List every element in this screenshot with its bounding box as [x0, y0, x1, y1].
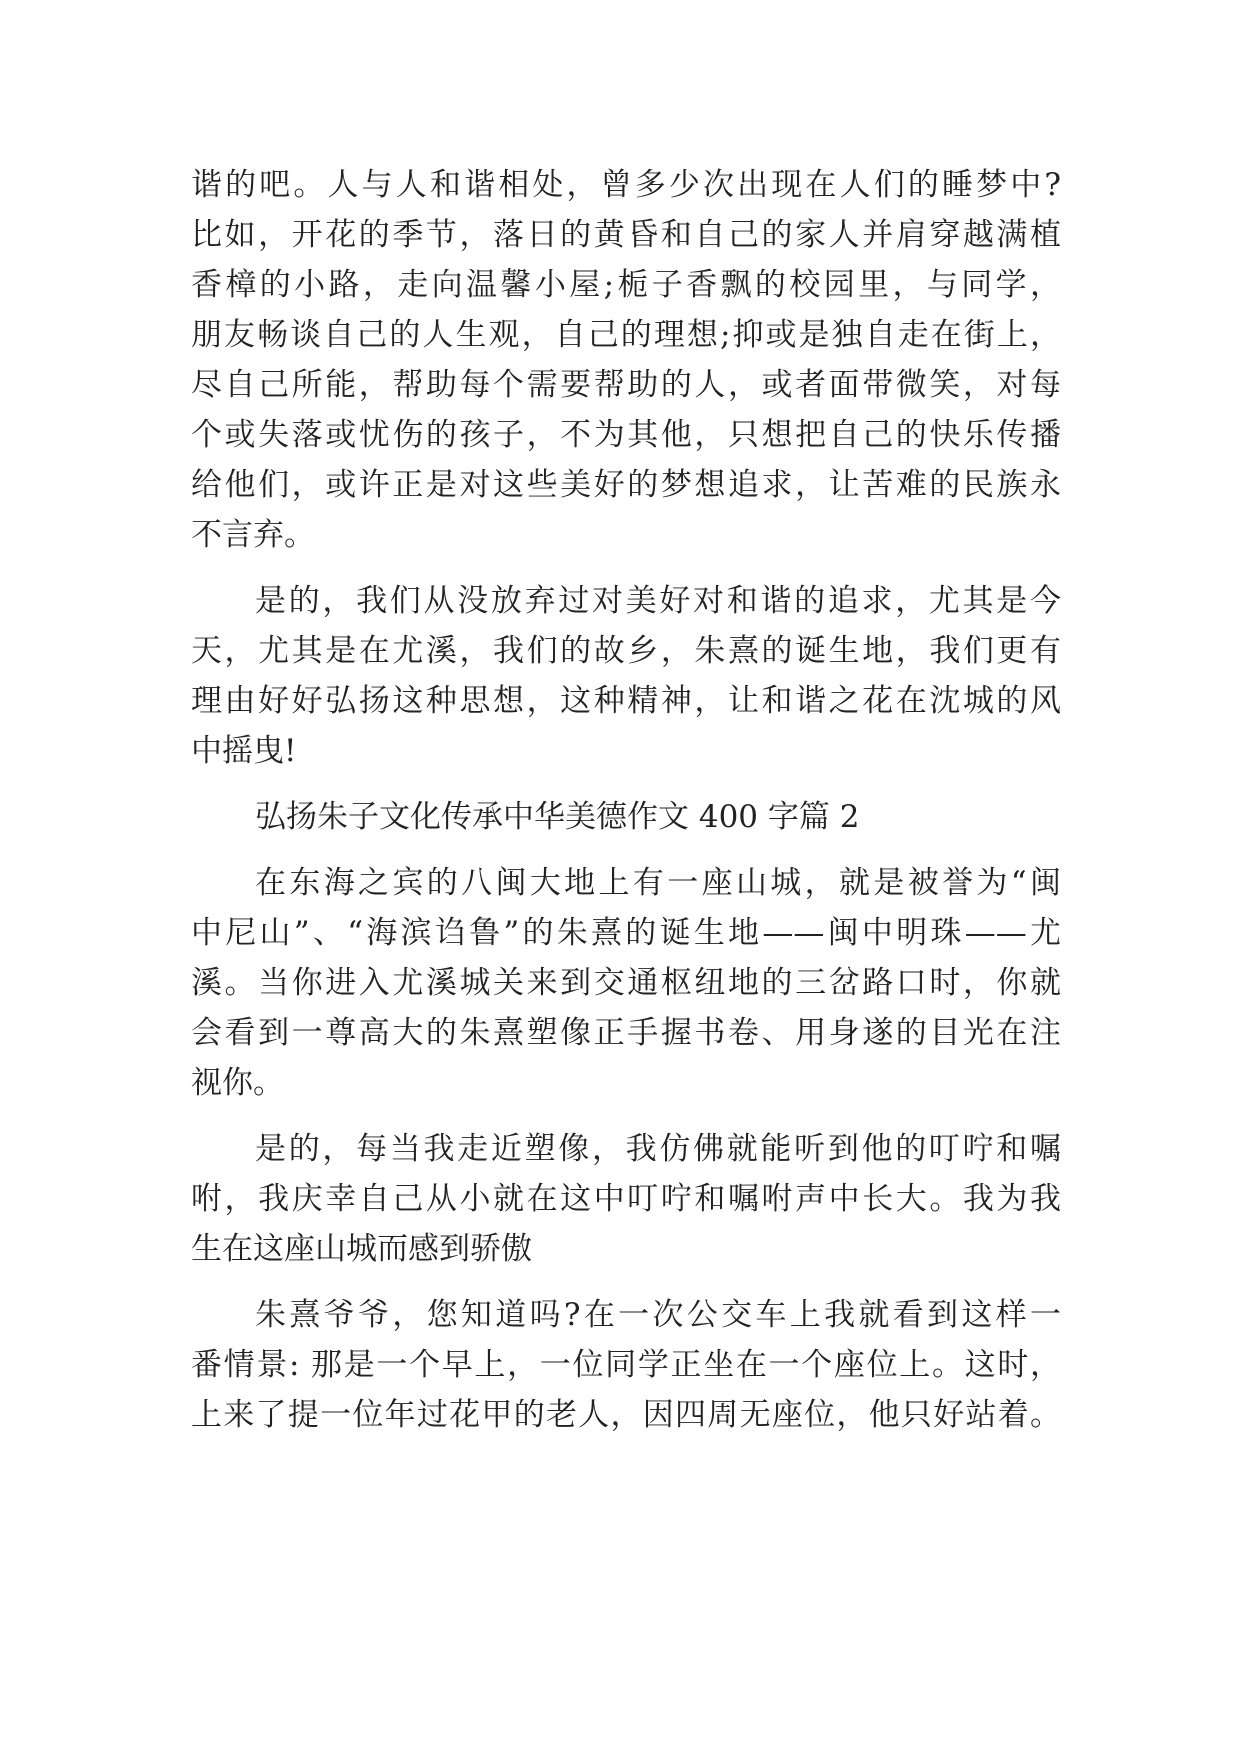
paragraph — [191, 858, 1061, 1108]
text-line: 比如，开花的季节，落日的黄昏和自己的家人并肩穿越满植 — [191, 217, 1061, 253]
text-line: 番情景: 那是一个早上，一位同学正坐在一个座位上。这时， — [191, 1347, 1061, 1383]
text-line: 溪。当你进入尤溪城关来到交通枢纽地的三岔路口时，你就 — [191, 965, 1061, 1001]
text-line: 中摇曳! — [191, 733, 297, 769]
text-line: 在东海之宾的八闽大地上有一座山城，就是被誉为“闽 — [255, 865, 1061, 901]
text-line: 会看到一尊高大的朱熹塑像正手握书卷、用身遂的目光在注 — [191, 1015, 1061, 1051]
paragraph-gap — [191, 1108, 1061, 1124]
text-line: 不言弃。 — [191, 517, 315, 553]
text-line: 香樟的小路，走向温馨小屋;栀子香飘的校园里，与同学， — [191, 267, 1061, 303]
text-line: 个或失落或忧伤的孩子，不为其他，只想把自己的快乐传播 — [191, 417, 1061, 453]
paragraph-gap — [191, 776, 1061, 792]
text-line: 上来了提一位年过花甲的老人，因四周无座位，他只好站着。 — [191, 1397, 1061, 1433]
text-line: 天，尤其是在尤溪，我们的故乡，朱熹的诞生地，我们更有 — [191, 633, 1061, 669]
paragraph-gap — [191, 842, 1061, 858]
paragraph — [191, 576, 1061, 776]
paragraph-gap — [191, 1274, 1061, 1290]
text-line: 视你。 — [191, 1065, 284, 1101]
text-line: 理由好好弘扬这种思想，这种精神，让和谐之花在沈城的风 — [191, 683, 1061, 719]
text-line: 朱熹爷爷，您知道吗?在一次公交车上我就看到这样一 — [255, 1297, 1061, 1333]
document-body — [191, 160, 1061, 1440]
paragraph — [191, 1124, 1061, 1274]
text-line: 给他们，或许正是对这些美好的梦想追求，让苦难的民族永 — [191, 467, 1061, 503]
text-line: 是的，我们从没放弃过对美好对和谐的追求，尤其是今 — [255, 583, 1061, 619]
paragraph — [191, 1290, 1061, 1440]
paragraph-gap — [191, 560, 1061, 576]
text-line: 是的，每当我走近塑像，我仿佛就能听到他的叮咛和嘱 — [255, 1131, 1061, 1167]
paragraph — [191, 160, 1061, 560]
text-line: 朋友畅谈自己的人生观，自己的理想;抑或是独自走在街上， — [191, 317, 1061, 353]
text-line: 中尼山”、“海滨诌鲁”的朱熹的诞生地——闽中明珠——尤 — [191, 915, 1061, 951]
text-line: 尽自己所能，帮助每个需要帮助的人，或者面带微笑，对每 — [191, 367, 1061, 403]
section-heading: 弘扬朱子文化传承中华美德作文 400 字篇 2 — [255, 799, 860, 835]
text-line: 谐的吧。人与人和谐相处，曾多少次出现在人们的睡梦中? — [191, 167, 1061, 203]
text-line: 生在这座山城而感到骄傲 — [191, 1231, 532, 1267]
text-line: 咐，我庆幸自己从小就在这中叮咛和嘱咐声中长大。我为我 — [191, 1181, 1061, 1217]
